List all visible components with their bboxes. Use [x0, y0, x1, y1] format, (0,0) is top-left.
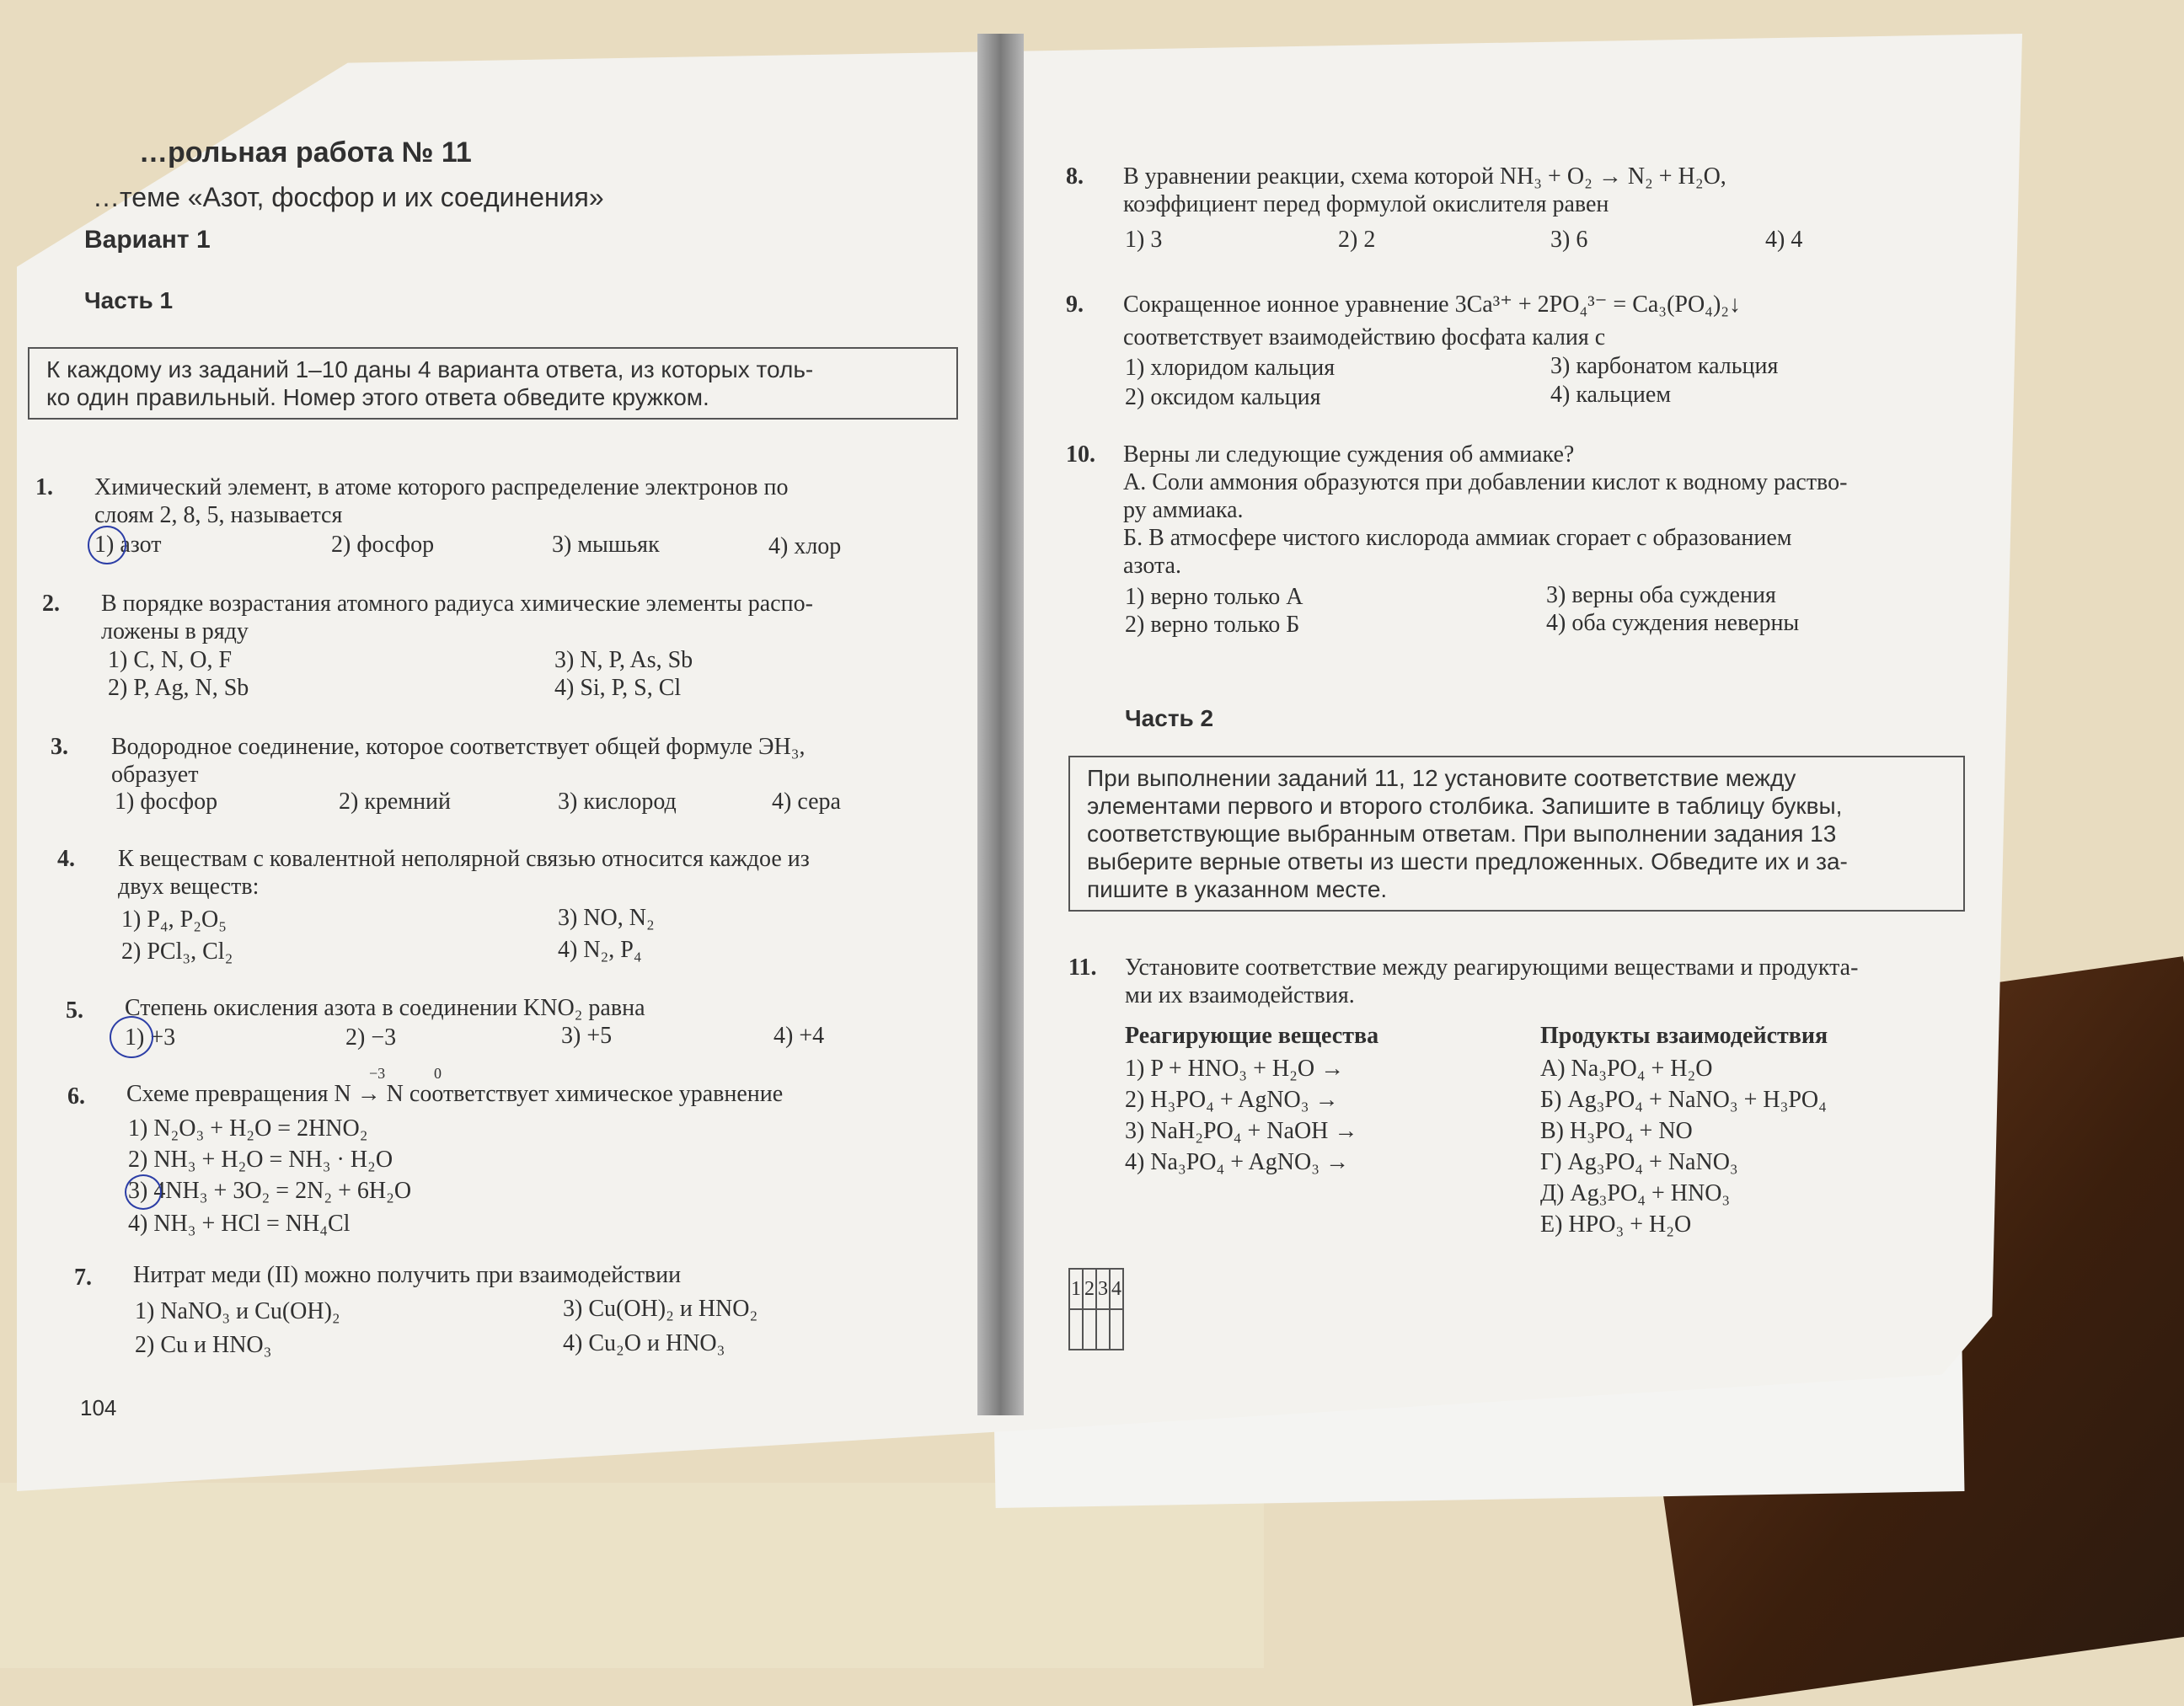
answer-option[interactable]: 4) +4 [774, 1023, 825, 1049]
question-7 [133, 1261, 681, 1289]
question-number: 2. [42, 591, 60, 617]
question-text: азота. [1123, 553, 1181, 579]
answer-cell[interactable] [1110, 1309, 1123, 1350]
question-3 [111, 733, 806, 789]
answer-option[interactable]: 2) PCl₃, Cl₂ [121, 939, 233, 965]
answer-option[interactable]: 4) N₂, P₄ [558, 937, 642, 963]
answer-table-header: 4 [1110, 1269, 1123, 1309]
product-item: Д) Ag₃PO₄ + HNO₃ [1540, 1180, 1731, 1206]
question-text: К веществам с ковалентной неполярной связью относится каждое из [118, 846, 810, 872]
question-number: 6. [67, 1083, 85, 1110]
part2-label: Часть 2 [1125, 705, 1214, 731]
answer-option[interactable]: 4) Si, P, S, Cl [554, 675, 682, 701]
question-number: 1. [35, 474, 53, 500]
instruction-line: соответствующие выбранным ответам. При выполнении задания 13 [1087, 821, 1837, 847]
page-gutter [977, 34, 1024, 1415]
question-text: Нитрат меди (II) можно получить при взаимодействии [133, 1262, 682, 1288]
question-text: соответствует взаимодействию фосфата калия с [1123, 324, 1606, 350]
part2-instruction-box [1068, 756, 1965, 912]
question-text: образует [111, 762, 199, 788]
question-number: 9. [1066, 291, 1084, 318]
reactant-item: 1) P + HNO₃ + H₂O → [1125, 1056, 1345, 1082]
question-1 [94, 473, 788, 529]
answer-option[interactable]: 2) −3 [345, 1024, 397, 1051]
pen-circle-mark [110, 1016, 153, 1058]
answer-table [1068, 1268, 1124, 1350]
answer-option[interactable]: 1) верно только А [1125, 584, 1303, 610]
question-2 [101, 590, 813, 645]
question-9 [1123, 291, 1741, 351]
answer-option[interactable]: 3) верны оба суждения [1546, 582, 1776, 608]
answer-option[interactable]: 3) кислород [558, 789, 677, 815]
question-text: Химический элемент, в атоме которого распределение электронов по [94, 474, 789, 500]
answer-table-header-row [1069, 1269, 1123, 1309]
question-number: 7. [74, 1265, 92, 1291]
part1-label: Часть 1 [84, 287, 174, 313]
answer-option[interactable]: 3) карбонатом кальция [1550, 353, 1779, 379]
instruction-line: выберите верные ответы из шести предложенных. Обведите их и за- [1087, 848, 1848, 874]
variant-label: Вариант 1 [84, 226, 211, 254]
answer-option[interactable]: 3) мышьяк [552, 532, 660, 558]
answer-option[interactable]: 1) фосфор [115, 789, 218, 815]
question-10 [1123, 441, 1847, 580]
products-list [1540, 1053, 1827, 1240]
question-text: Верны ли следующие суждения об аммиаке? [1123, 441, 1575, 468]
part1-instruction-box [28, 347, 958, 420]
answer-option[interactable]: 3) Cu(OH)₂ и HNO₂ [563, 1296, 758, 1322]
answer-option[interactable]: 1) P₄, P₂O₅ [121, 906, 227, 933]
question-text: Схеме превращения N → N соответствует химическое уравнение [126, 1081, 784, 1107]
pen-circle-mark [88, 526, 126, 564]
answer-table-header: 1 [1069, 1269, 1083, 1309]
answer-option[interactable]: 1) азот [94, 532, 162, 558]
reactant-item: 4) Na₃PO₄ + AgNO₃ → [1125, 1149, 1349, 1175]
reactants-column-header: Реагирующие вещества [1125, 1023, 1379, 1049]
answer-option[interactable]: 1) N₂O₃ + H₂O = 2HNO₂ [128, 1115, 368, 1142]
product-item: В) H₃PO₄ + NO [1540, 1118, 1693, 1144]
pen-circle-mark [125, 1174, 162, 1210]
reactants-list [1125, 1053, 1357, 1178]
products-column-header: Продукты взаимодействия [1540, 1023, 1828, 1049]
question-number: 4. [57, 846, 75, 872]
answer-table-input-row [1069, 1309, 1123, 1350]
instruction-line: пишите в указанном месте. [1087, 876, 1388, 902]
answer-cell[interactable] [1083, 1309, 1096, 1350]
question-number: 5. [66, 997, 83, 1024]
answer-option[interactable]: 2) 2 [1338, 227, 1376, 253]
answer-option[interactable]: 3) +5 [561, 1023, 613, 1049]
answer-option[interactable]: 4) сера [772, 789, 841, 815]
question-text: Водородное соединение, которое соответствует общей формуле ЭН₃, [111, 734, 806, 760]
question-number: 8. [1066, 163, 1084, 190]
question-text: ми их взаимодействия. [1125, 982, 1355, 1008]
question-5 [125, 994, 645, 1022]
question-text: Установите соответствие между реагирующими веществами и продукта- [1125, 955, 1859, 981]
answer-option[interactable]: 2) оксидом кальция [1125, 384, 1321, 410]
question-text: Сокращенное ионное уравнение 3Ca³⁺ + 2PO₄³⁻ = Ca₃(PO₄)₂↓ [1123, 291, 1742, 318]
answer-option[interactable]: 2) кремний [339, 789, 452, 815]
oxidation-state-sup: −3 [369, 1065, 386, 1082]
product-item: Г) Ag₃PO₄ + NaNO₃ [1540, 1149, 1738, 1175]
answer-option[interactable]: 3) N, P, As, Sb [554, 647, 693, 673]
question-11 [1125, 954, 1858, 1009]
answer-option[interactable]: 3) 4NH₃ + 3O₂ = 2N₂ + 6H₂O [128, 1178, 412, 1204]
question-text: коэффициент перед формулой окислителя равен [1123, 191, 1609, 217]
question-number: 10. [1066, 441, 1095, 468]
product-item: А) Na₃PO₄ + H₂O [1540, 1056, 1713, 1082]
worksheet-subtitle: …теме «Азот, фосфор и их соединения» [93, 182, 604, 212]
answer-option[interactable]: 3) NO, N₂ [558, 905, 655, 931]
answer-cell[interactable] [1069, 1309, 1083, 1350]
answer-option[interactable]: 1) хлоридом кальция [1125, 355, 1336, 381]
table-surface [0, 1483, 1264, 1668]
question-text: А. Соли аммония образуются при добавлении кислот к водному раство- [1123, 469, 1848, 495]
product-item: Б) Ag₃PO₄ + NaNO₃ + H₃PO₄ [1540, 1087, 1827, 1113]
answer-option[interactable]: 1) 3 [1125, 227, 1163, 253]
page-number: 104 [80, 1395, 117, 1420]
oxidation-state-sup: 0 [434, 1065, 442, 1082]
question-4 [118, 845, 810, 901]
question-6 [126, 1080, 783, 1108]
answer-option[interactable]: 1) C, N, O, F [108, 647, 233, 673]
question-number: 11. [1068, 955, 1097, 981]
question-number: 3. [51, 734, 68, 760]
answer-option[interactable]: 1) NaNO₃ и Cu(OH)₂ [135, 1298, 340, 1324]
answer-cell[interactable] [1096, 1309, 1110, 1350]
question-text: двух веществ: [118, 874, 260, 900]
answer-option[interactable]: 2) NH₃ + H₂O = NH₃ · H₂O [128, 1147, 393, 1173]
question-text: В порядке возрастания атомного радиуса химические элементы распо- [101, 591, 813, 617]
answer-option[interactable]: 4) кальцием [1550, 382, 1672, 408]
question-8 [1123, 163, 1726, 218]
instruction-line: элементами первого и второго столбика. Запишите в таблицу буквы, [1087, 793, 1843, 819]
instruction-line: ко один правильный. Номер этого ответа обведите кружком. [46, 384, 709, 410]
answer-option[interactable]: 4) хлор [768, 533, 842, 559]
answer-option[interactable]: 4) оба суждения неверны [1546, 610, 1800, 636]
question-text: ложены в ряду [101, 618, 249, 644]
answer-option[interactable]: 2) P, Ag, N, Sb [108, 675, 249, 701]
answer-table-header: 3 [1096, 1269, 1110, 1309]
question-text: ру аммиака. [1123, 497, 1244, 523]
answer-option[interactable]: 1) +3 [125, 1024, 176, 1051]
question-text: В уравнении реакции, схема которой NH₃ + O₂ → N₂ + H₂O, [1123, 163, 1726, 190]
reactant-item: 2) H₃PO₄ + AgNO₃ → [1125, 1087, 1339, 1113]
reactant-item: 3) NaH₂PO₄ + NaOH → [1125, 1118, 1358, 1144]
question-text: Степень окисления азота в соединении KNO₂ равна [125, 995, 645, 1021]
answer-option[interactable]: 2) верно только Б [1125, 612, 1300, 638]
answer-option[interactable]: 4) Cu₂O и HNO₃ [563, 1330, 725, 1356]
answer-option[interactable]: 3) 6 [1550, 227, 1588, 253]
product-item: Е) HPO₃ + H₂O [1540, 1211, 1692, 1238]
answer-table-header: 2 [1083, 1269, 1096, 1309]
answer-option[interactable]: 2) Cu и HNO₃ [135, 1332, 272, 1358]
question-text: Б. В атмосфере чистого кислорода аммиак сгорает с образованием [1123, 525, 1792, 551]
instruction-line: К каждому из заданий 1–10 даны 4 варианта ответа, из которых толь- [46, 356, 814, 382]
answer-option[interactable]: 4) NH₃ + HCl = NH₄Cl [128, 1211, 351, 1237]
question-text: слоям 2, 8, 5, называется [94, 502, 343, 528]
worksheet-title: …рольная работа № 11 [139, 136, 472, 168]
answer-option[interactable]: 2) фосфор [331, 532, 435, 558]
instruction-line: При выполнении заданий 11, 12 установите соответствие между [1087, 765, 1796, 791]
answer-option[interactable]: 4) 4 [1765, 227, 1803, 253]
